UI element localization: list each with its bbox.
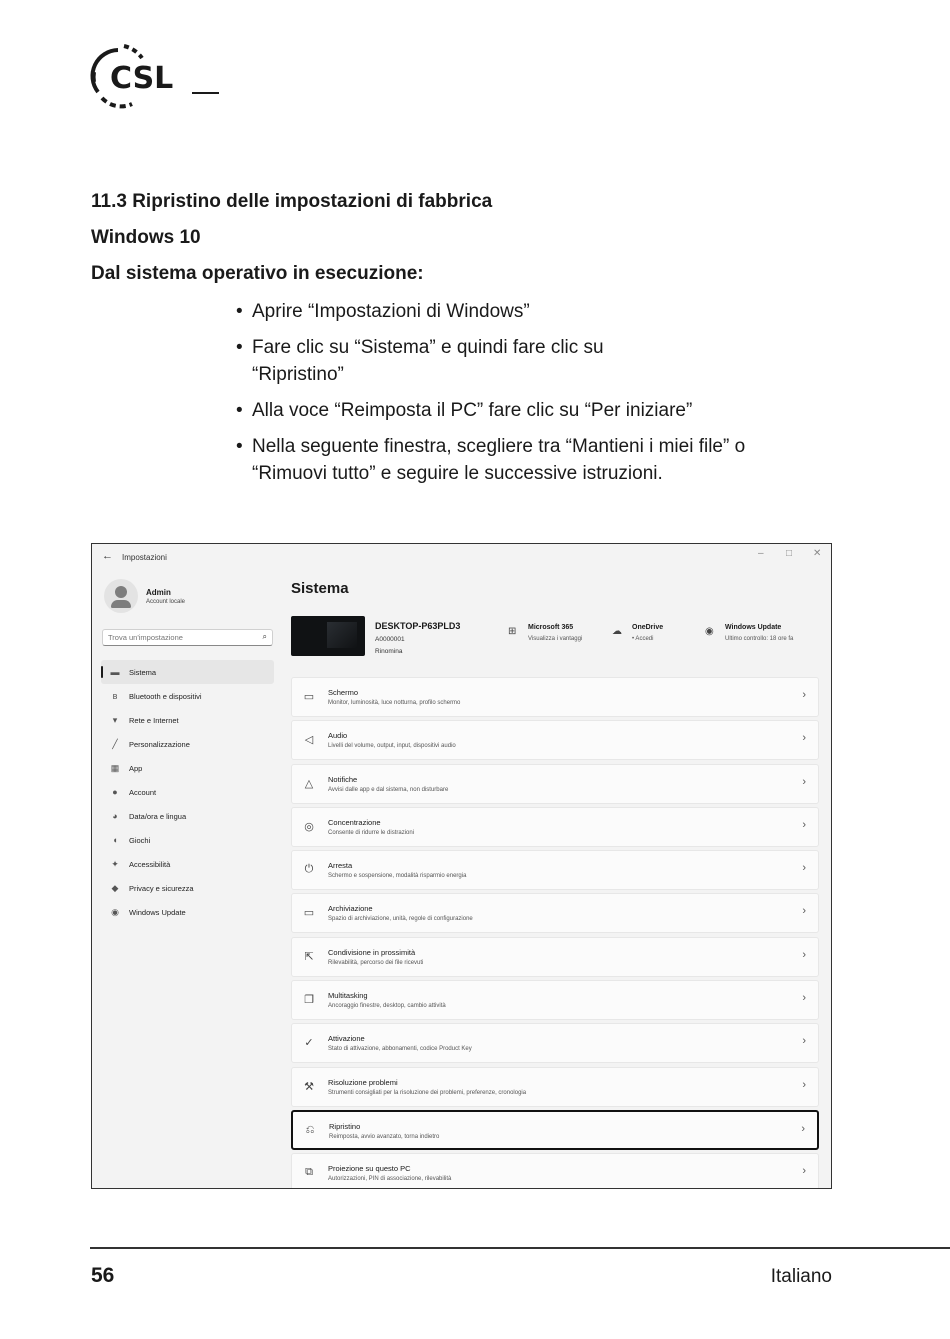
title-bar xyxy=(92,544,831,570)
chevron-right-icon: › xyxy=(802,862,806,875)
sidebar-item-label: App xyxy=(129,763,143,773)
sub-heading: Dal sistema operativo in esecuzione: xyxy=(91,263,424,284)
instruction-list xyxy=(236,298,836,496)
sidebar-item-privacy[interactable] xyxy=(101,876,274,900)
service-subtitle: Visualizza i vantaggi xyxy=(528,636,583,642)
card-title: Proiezione su questo PC xyxy=(328,1164,411,1174)
card-title: Multitasking xyxy=(328,991,368,1001)
search-box[interactable] xyxy=(102,629,273,646)
sidebar-item-label: Rete e Internet xyxy=(129,715,179,725)
settings-card-list xyxy=(291,677,819,1189)
sidebar-item-data-ora[interactable] xyxy=(101,804,274,828)
card-title: Attivazione xyxy=(328,1034,365,1044)
share-icon: ⇱ xyxy=(304,950,314,963)
bluetooth-icon: ʙ xyxy=(112,691,118,701)
footer-divider xyxy=(90,1247,950,1249)
service-subtitle: • Accedi xyxy=(632,636,654,642)
card-concentrazione[interactable] xyxy=(291,807,819,847)
multitask-icon: ❐ xyxy=(304,994,314,1007)
page-number: 56 xyxy=(91,1264,115,1287)
chevron-right-icon: › xyxy=(801,1122,805,1135)
card-subtitle: Stato di attivazione, abbonamenti, codice Product Key xyxy=(328,1046,472,1053)
instruction-item: • Nella seguente finestra, scegliere tra “Mantieni i miei file” o “Rimuovi tutto” e seguire le successive istruzioni. xyxy=(236,433,812,487)
sidebar-item-label: Bluetooth e dispositivi xyxy=(129,691,202,701)
sidebar-item-accessibilita[interactable] xyxy=(101,852,274,876)
chevron-right-icon: › xyxy=(802,948,806,961)
csl-logo xyxy=(88,42,223,110)
user-account-type: Account locale xyxy=(146,599,186,605)
sidebar-item-label: Windows Update xyxy=(129,907,186,917)
card-subtitle: Avvisi dalle app e dal sistema, non disturbare xyxy=(328,786,449,793)
windows-icon: ⊞ xyxy=(508,626,517,637)
monitor-icon: ▬ xyxy=(110,667,120,677)
card-subtitle: Autorizzazioni, PIN di associazione, rilevabilità xyxy=(328,1176,452,1183)
power-icon: ⏻ xyxy=(304,863,314,876)
section-heading: 11.3 Ripristino delle impostazioni di fabbrica xyxy=(91,191,493,212)
service-title: OneDrive xyxy=(632,624,664,631)
sidebar-item-label: Account xyxy=(129,787,157,797)
sidebar-item-label: Personalizzazione xyxy=(129,739,190,749)
card-risoluzione-problemi[interactable] xyxy=(291,1067,819,1107)
speaker-icon: ◁ xyxy=(304,734,314,747)
instruction-item: • Fare clic su “Sistema” e quindi fare clic su “Ripristino” xyxy=(236,334,642,388)
card-title: Audio xyxy=(328,731,348,741)
bell-icon: △ xyxy=(304,777,314,790)
storage-icon: ▭ xyxy=(303,907,315,920)
accessibility-icon: ✦ xyxy=(111,858,119,869)
sidebar-item-label: Data/ora e lingua xyxy=(129,811,187,821)
card-subtitle: Ancoraggio finestre, desktop, cambio attività xyxy=(328,1003,446,1010)
card-subtitle: Monitor, luminosità, luce notturna, profilo schermo xyxy=(328,700,461,706)
card-title: Notifiche xyxy=(328,774,358,784)
card-subtitle: Rilevabilità, percorso dei file ricevuti xyxy=(328,959,424,966)
settings-window xyxy=(91,543,832,1189)
sidebar-item-label: Accessibilità xyxy=(129,859,171,869)
card-subtitle: Strumenti consigliati per la risoluzione dei problemi, preferenze, cronologia xyxy=(328,1089,527,1096)
focus-icon: ◎ xyxy=(304,820,314,833)
sidebar-item-sistema[interactable] xyxy=(101,660,274,684)
apps-icon: ▦ xyxy=(110,762,120,773)
card-archiviazione[interactable] xyxy=(291,893,819,933)
sidebar-item-giochi[interactable] xyxy=(101,828,274,852)
language-label: Italiano xyxy=(770,1266,832,1287)
shield-icon: ◆ xyxy=(111,882,119,893)
card-ripristino[interactable] xyxy=(291,1110,819,1150)
sidebar-item-app[interactable] xyxy=(101,756,274,780)
os-heading: Windows 10 xyxy=(91,227,201,248)
brush-icon: ╱ xyxy=(112,738,118,749)
sidebar-item-bluetooth[interactable] xyxy=(101,684,274,708)
user-name: Admin xyxy=(146,588,171,597)
chevron-right-icon: › xyxy=(802,1078,806,1091)
card-subtitle: Livelli del volume, output, input, dispositivi audio xyxy=(328,743,456,750)
projection-icon: ⧉ xyxy=(305,1166,313,1179)
globe-icon: ◕ xyxy=(112,811,118,821)
rename-link[interactable]: Rinomina xyxy=(375,648,403,655)
card-title: Arresta xyxy=(328,861,353,871)
card-subtitle: Spazio di archiviazione, unità, regole di configurazione xyxy=(328,916,473,923)
card-subtitle: Schermo e sospensione, modalità risparmio energia xyxy=(328,873,467,880)
sidebar-item-account[interactable] xyxy=(101,780,274,804)
recovery-icon: ⎌ xyxy=(305,1123,315,1136)
instruction-item: • Aprire “Impostazioni di Windows” xyxy=(236,298,836,325)
device-thumbnail xyxy=(291,616,365,656)
display-icon: ▭ xyxy=(303,691,315,703)
card-title: Schermo xyxy=(328,688,359,697)
card-condivisione[interactable] xyxy=(291,937,819,977)
cloud-icon: ☁ xyxy=(612,626,622,637)
page-title: Sistema xyxy=(291,580,349,597)
card-subtitle: Reimposta, avvio avanzato, torna indietro xyxy=(329,1133,440,1140)
chevron-right-icon: › xyxy=(802,1035,806,1048)
card-schermo[interactable] xyxy=(291,677,819,717)
update-icon: ◉ xyxy=(705,626,714,637)
back-arrow-icon[interactable]: ← xyxy=(102,550,113,562)
card-title: Concentrazione xyxy=(328,817,381,827)
chevron-right-icon: › xyxy=(802,775,806,788)
chevron-right-icon: › xyxy=(802,689,806,701)
wifi-icon: ▾ xyxy=(112,714,118,725)
card-arresta[interactable] xyxy=(291,850,819,890)
maximize-icon[interactable]: □ xyxy=(786,548,793,559)
sidebar-item-label: Giochi xyxy=(129,835,151,845)
card-title: Condivisione in prossimità xyxy=(328,947,416,957)
svg-text:CSL: CSL xyxy=(110,61,174,96)
card-attivazione[interactable] xyxy=(291,1023,819,1063)
service-title: Windows Update xyxy=(725,624,782,631)
gamepad-icon: ◖ xyxy=(112,835,118,845)
service-title: Microsoft 365 xyxy=(528,624,574,631)
check-circle-icon: ✓ xyxy=(304,1037,314,1050)
chevron-right-icon: › xyxy=(802,992,806,1005)
avatar[interactable] xyxy=(104,579,138,613)
chevron-right-icon: › xyxy=(802,818,806,831)
wrench-icon: ⚒ xyxy=(304,1080,314,1093)
device-name: DESKTOP-P63PLD3 xyxy=(375,621,461,631)
card-proiezione[interactable] xyxy=(291,1153,819,1189)
card-audio[interactable] xyxy=(291,720,819,760)
card-notifiche[interactable] xyxy=(291,764,819,804)
instruction-item: • Alla voce “Reimposta il PC” fare clic su “Per iniziare” xyxy=(236,397,836,424)
window-title: Impostazioni xyxy=(122,553,167,562)
sidebar-nav xyxy=(101,660,274,924)
service-subtitle: Ultimo controllo: 18 ore fa xyxy=(725,636,794,642)
search-icon[interactable]: ⌕ xyxy=(262,632,267,641)
chevron-right-icon: › xyxy=(802,905,806,918)
chevron-right-icon: › xyxy=(802,732,806,745)
sidebar-item-personalizzazione[interactable] xyxy=(101,732,274,756)
close-icon[interactable]: ✕ xyxy=(813,548,822,559)
card-title: Ripristino xyxy=(329,1121,361,1131)
card-subtitle: Consente di ridurre le distrazioni xyxy=(328,829,415,836)
card-title: Risoluzione problemi xyxy=(328,1077,398,1087)
card-title: Archiviazione xyxy=(328,904,373,914)
minimize-icon[interactable]: – xyxy=(758,548,764,559)
search-input[interactable] xyxy=(103,630,253,645)
update-icon: ◉ xyxy=(111,906,119,917)
person-icon: ● xyxy=(112,787,118,797)
chevron-right-icon: › xyxy=(802,1165,806,1178)
device-id: A0000001 xyxy=(375,636,405,643)
sidebar-item-rete[interactable] xyxy=(101,708,274,732)
sidebar-item-label: Sistema xyxy=(129,667,157,677)
sidebar-item-windows-update[interactable] xyxy=(101,900,274,924)
sidebar-item-label: Privacy e sicurezza xyxy=(129,883,194,893)
card-multitasking[interactable] xyxy=(291,980,819,1020)
